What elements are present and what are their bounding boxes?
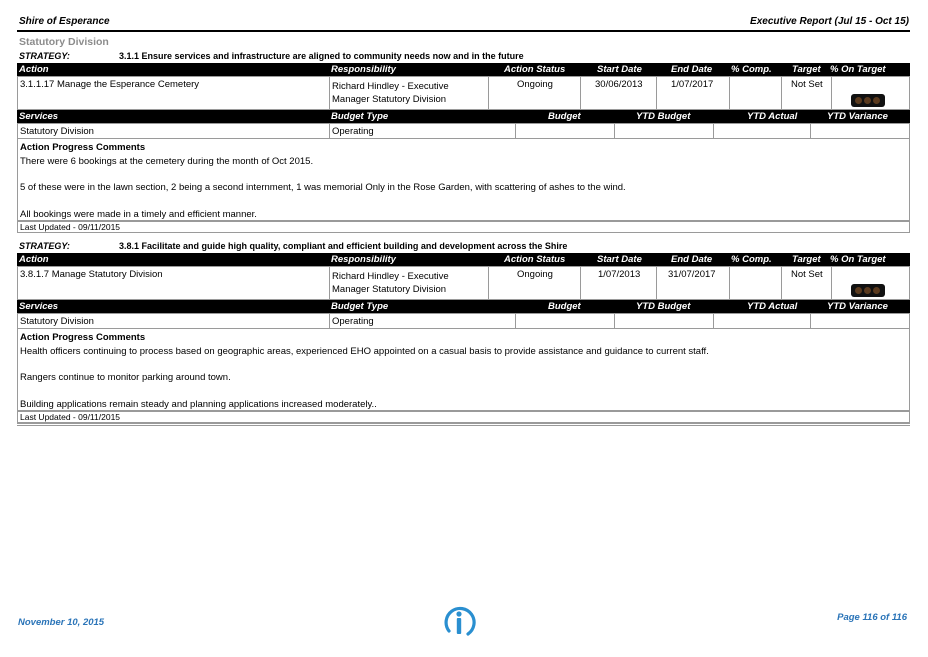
traffic-light-icon xyxy=(851,94,885,107)
strategy-row xyxy=(17,50,910,63)
col-budget: Budget xyxy=(548,111,581,122)
strategy-block xyxy=(17,50,910,233)
col-ytd-actual: YTD Actual xyxy=(747,111,798,122)
col-ytd-budget: YTD Budget xyxy=(636,111,691,122)
action-name: 3.8.1.7 Manage Statutory Division xyxy=(20,269,163,280)
organisation-name: Shire of Esperance xyxy=(19,16,110,27)
comment-paragraph: All bookings were made in a timely and efficient manner. xyxy=(20,209,257,220)
start-date: 1/07/2013 xyxy=(598,269,641,280)
end-date: 1/07/2017 xyxy=(671,79,714,90)
responsibility-line1: Richard Hindley - Executive xyxy=(332,81,449,92)
col-target: Target xyxy=(792,64,821,75)
col-status: Action Status xyxy=(504,64,566,75)
last-updated-text: Last Updated - 09/11/2015 xyxy=(20,222,121,232)
strategy-label: STRATEGY: xyxy=(19,241,70,251)
services-header-bar xyxy=(17,300,910,313)
col-budget: Budget xyxy=(548,301,581,312)
comments-heading: Action Progress Comments xyxy=(20,142,146,153)
table-bottom-rule xyxy=(17,423,910,426)
col-comp: % Comp. xyxy=(731,254,772,265)
action-header-bar xyxy=(17,63,910,76)
col-budget-type: Budget Type xyxy=(331,111,389,122)
section-title: Statutory Division xyxy=(19,36,109,48)
action-status: Ongoing xyxy=(517,269,553,280)
target-value: Not Set xyxy=(791,79,823,90)
traffic-light-icon xyxy=(851,284,885,297)
comment-paragraph: There were 6 bookings at the cemetery during the month of Oct 2015. xyxy=(20,156,314,167)
last-updated xyxy=(17,221,910,233)
action-status: Ongoing xyxy=(517,79,553,90)
comments-heading: Action Progress Comments xyxy=(20,332,146,343)
budget-type-value: Operating xyxy=(332,126,374,137)
col-action: Action xyxy=(19,64,49,75)
header-divider xyxy=(17,30,910,32)
services-header-bar xyxy=(17,110,910,123)
target-value: Not Set xyxy=(791,269,823,280)
end-date: 31/07/2017 xyxy=(668,269,716,280)
comment-paragraph: Health officers continuing to process based on geographic areas, experienced EHO appointed on a casual basis to provide assistance and guidance to current staff. xyxy=(20,346,709,357)
start-date: 30/06/2013 xyxy=(595,79,643,90)
budget-type-value: Operating xyxy=(332,316,374,327)
action-name: 3.1.1.17 Manage the Esperance Cemetery xyxy=(20,79,200,90)
strategy-block xyxy=(17,240,910,426)
report-title: Executive Report (Jul 15 - Oct 15) xyxy=(750,16,909,27)
col-start: Start Date xyxy=(597,64,642,75)
responsibility-line1: Richard Hindley - Executive xyxy=(332,271,449,282)
footer-date: November 10, 2015 xyxy=(18,617,105,628)
comment-paragraph: 5 of these were in the lawn section, 2 being a second internment, 1 was memorial Only in the Rose Garden, with scattering of ashes to the wind. xyxy=(20,182,626,193)
strategy-row xyxy=(17,240,910,253)
col-services: Services xyxy=(19,301,59,312)
col-ytd-budget: YTD Budget xyxy=(636,301,691,312)
responsibility-line2: Manager Statutory Division xyxy=(332,94,447,105)
comment-paragraph: Rangers continue to monitor parking around town. xyxy=(20,372,231,383)
strategy-label: STRATEGY: xyxy=(19,51,70,61)
col-on-target: % On Target xyxy=(830,64,886,75)
col-end: End Date xyxy=(671,64,713,75)
col-budget-type: Budget Type xyxy=(331,301,389,312)
progress-comments xyxy=(17,329,910,411)
page-number: Page 116 of 116 xyxy=(837,612,907,623)
service-name: Statutory Division xyxy=(20,316,94,327)
services-row xyxy=(17,313,910,329)
services-row xyxy=(17,123,910,139)
comment-paragraph: Building applications remain steady and planning applications increased moderately.. xyxy=(20,399,377,410)
col-comp: % Comp. xyxy=(731,64,772,75)
action-row xyxy=(17,266,910,300)
col-services: Services xyxy=(19,111,59,122)
progress-comments xyxy=(17,139,910,221)
col-ytd-actual: YTD Actual xyxy=(747,301,798,312)
col-ytd-variance: YTD Variance xyxy=(827,111,888,122)
col-start: Start Date xyxy=(597,254,642,265)
info-logo-icon xyxy=(440,605,478,639)
strategy-text: 3.1.1 Ensure services and infrastructure are aligned to community needs now and in the future xyxy=(119,51,524,61)
last-updated xyxy=(17,411,910,423)
col-status: Action Status xyxy=(504,254,566,265)
action-row xyxy=(17,76,910,110)
action-header-bar xyxy=(17,253,910,266)
last-updated-text: Last Updated - 09/11/2015 xyxy=(20,412,121,422)
col-target: Target xyxy=(792,254,821,265)
col-on-target: % On Target xyxy=(830,254,886,265)
service-name: Statutory Division xyxy=(20,126,94,137)
responsibility-line2: Manager Statutory Division xyxy=(332,284,447,295)
strategy-text: 3.8.1 Facilitate and guide high quality, compliant and efficient building and development across the Shire xyxy=(119,241,568,251)
col-action: Action xyxy=(19,254,49,265)
col-responsibility: Responsibility xyxy=(331,64,396,75)
col-ytd-variance: YTD Variance xyxy=(827,301,888,312)
col-end: End Date xyxy=(671,254,713,265)
col-responsibility: Responsibility xyxy=(331,254,396,265)
